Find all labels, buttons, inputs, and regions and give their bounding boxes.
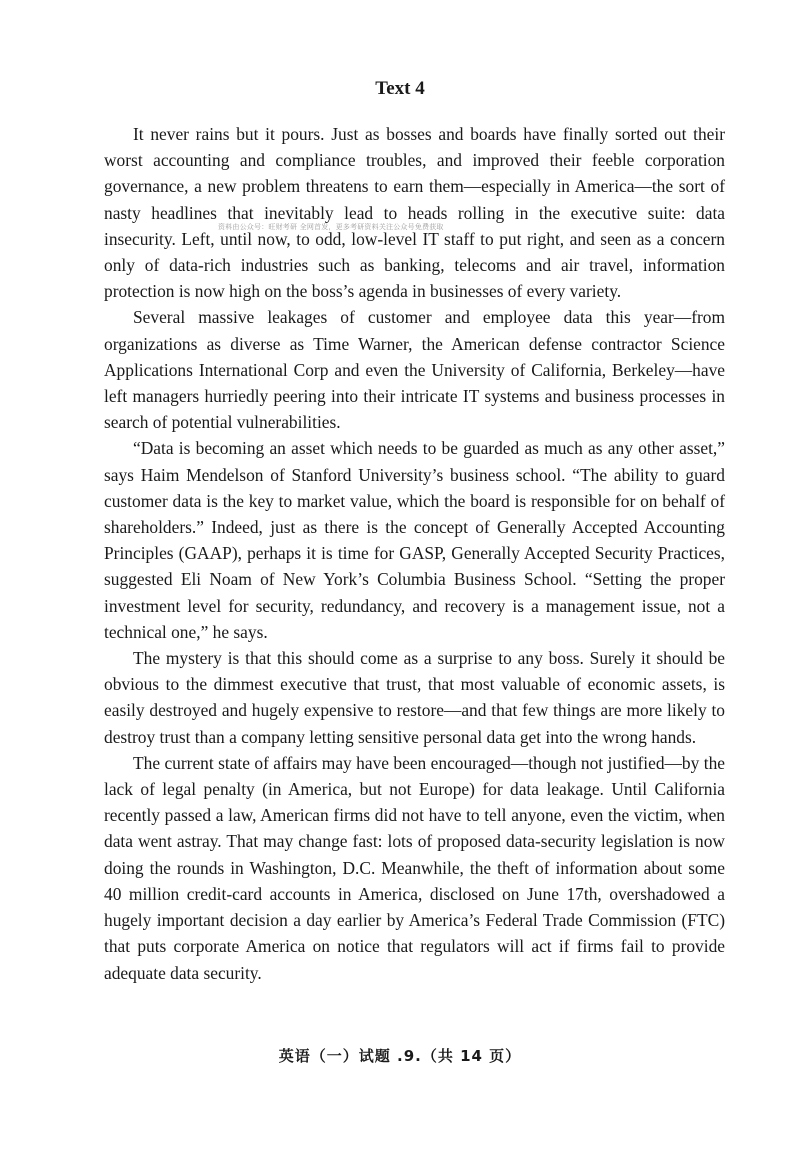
paragraph-1: It never rains but it pours. Just as bosses and boards have finally sorted out their worst accounting and compliance troubles, and improved their feeble corporation governance, a new problem threatens to earn them—especially in America—the sort of nasty headlines that inevitably lead to heads rolling in the executive suite: data insecurity. Left, until now, to odd, low-level IT staff to put right, and seen as a concern only of data-rich industries such as banking, telecoms and air travel, information protection is now high on the boss’s agenda in businesses of every variety. — [104, 124, 725, 302]
paragraph-3: “Data is becoming an asset which needs to be guarded as much as any other asset,” says Haim Mendelson of Stanford University’s business school. “The ability to guard customer data is the key to market value, which the board is responsible for on behalf of shareholders.” Indeed, just as there is the concept of Generally Accepted Accounting Principles (GAAP), perhaps it is time for GASP, Generally Accepted Security Practices, suggested Eli Noam of New York’s Columbia Business School. “Setting the proper investment level for security, redundancy, and recovery is a management issue, not a technical one,” he says. — [104, 438, 725, 642]
paragraph-4: The mystery is that this should come as a surprise to any boss. Surely it should be obvious to the dimmest executive that trust, that most valuable of economic assets, is easily destroyed and hugely expensive to restore—and that few things are more likely to destroy trust than a company letting sensitive personal data get into the wrong hands. — [104, 648, 725, 747]
paragraph-5: The current state of affairs may have been encouraged—though not justified—by the lack of legal penalty (in America, but not Europe) for data leakage. Until California recently passed a law, American firms did not have to tell anyone, even the victim, when data went astray. That may change fast: lots of proposed data-security legislation is now doing the rounds in Washington, D.C. Meanwhile, the theft of information about some 40 million credit-card accounts in America, disclosed on June 17th, overshadowed a hugely important decision a day earlier by America’s Federal Trade Commission (FTC) that puts corporate America on notice that regulators will act if firms fail to provide adequate data security. — [104, 752, 725, 983]
page-title: Text 4 — [375, 78, 425, 99]
paragraph-2: Several massive leakages of customer and employee data this year—from organizations as diverse as Time Warner, the American defense contractor Science Applications International Corp and even the University of California, Berkeley—have left managers hurriedly peering into their intricate IT systems and business processes in search of potential vulnerabilities. — [104, 307, 725, 433]
watermark-text: 资料由公众号：旺财考研 全网首发，更多考研资料关注公众号免费获取 — [218, 223, 444, 231]
article-body — [104, 121, 725, 986]
page-footer: 英语（一）试题 .9.（共 14 页） — [278, 1047, 522, 1065]
